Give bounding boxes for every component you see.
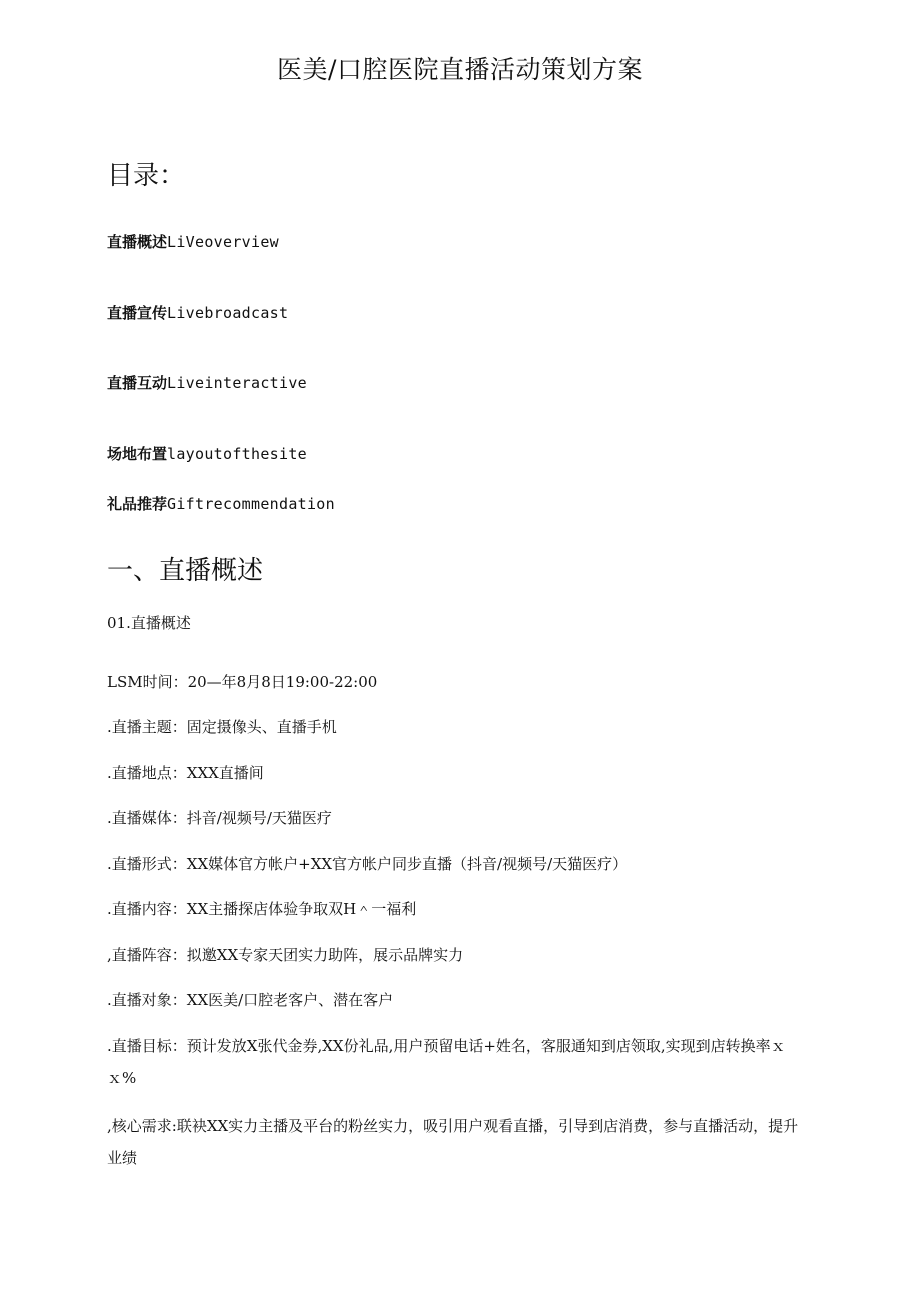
overview-media: .直播媒体：抖音/视频号/天猫医疗 [107,809,332,827]
toc-item-en: layoutofthesite [167,445,307,463]
toc-item-overview [107,231,279,252]
toc-heading: 目录： [107,161,186,191]
overview-content: .直播内容：XX主播探店体验争取双H＾一福利 [107,900,417,918]
toc-item-cn: 直播概述 [107,233,168,251]
toc-item-en: LiVeoverview [167,233,279,251]
overview-goal: .直播目标：预计发放X张代金券,XX份礼品,用户预留电话+姓名，客服通知到店领取,实现到店转换率ｘｘ% [107,1037,786,1087]
document-title: 医美/口腔医院直播活动策划方案 [277,55,643,84]
toc-item-en: Giftrecommendation [167,495,335,513]
overview-audience: .直播对象：XX医美/口腔老客户、潜在客户 [107,991,394,1009]
overview-format: .直播形式：XX媒体官方帐户+XX官方帐户同步直播（抖音/视频号/天猫医疗） [107,855,628,873]
toc-item-en: Liveinteractive [167,374,307,392]
overview-core-need: ,核心需求:联袂XX实力主播及平台的粉丝实力，吸引用户观看直播，引导到店消费，参与直播活动，提升业绩 [107,1117,799,1167]
overview-time: LSM时间：20—年8月8日19:00-22:00 [107,673,378,691]
toc-item-cn: 直播宣传 [107,304,168,322]
toc-item-broadcast [107,302,288,323]
toc-item-gift [107,493,335,514]
overview-lineup: ,直播阵容：拟邀XX专家天团实力助阵，展示品牌实力 [107,946,464,964]
toc-item-cn: 直播互动 [107,374,168,392]
toc-item-layout [107,443,307,464]
sub-heading: 01.直播概述 [107,614,191,632]
overview-theme: .直播主题：固定摄像头、直播手机 [107,718,337,736]
toc-item-interactive [107,372,307,393]
toc-item-cn: 礼品推荐 [107,495,168,513]
section-heading: 一、直播概述 [107,556,264,586]
toc-item-cn: 场地布置 [107,445,168,463]
toc-item-en: Livebroadcast [167,304,289,322]
overview-location: .直播地点：XXX直播间 [107,764,264,782]
